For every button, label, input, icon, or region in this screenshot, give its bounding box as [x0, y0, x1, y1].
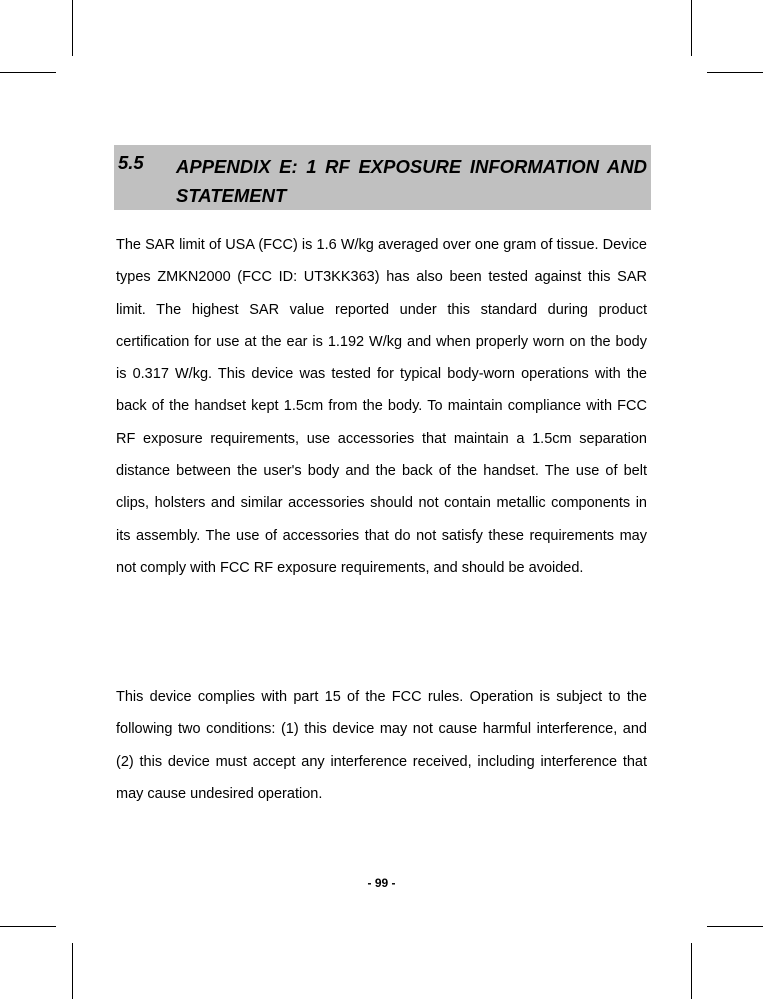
crop-mark-top-right-horizontal [707, 72, 763, 73]
section-heading [114, 145, 651, 210]
crop-mark-top-right-vertical [691, 0, 692, 56]
paragraph-fcc-compliance: This device complies with part 15 of the FCC rules. Operation is subject to the following two conditions: (1) this device may not cause harmful interference, and (2) this device must accept any interference received, including interference that may cause undesired operation. [116, 689, 647, 802]
crop-mark-bottom-right-vertical [691, 943, 692, 999]
crop-mark-bottom-left-vertical [72, 943, 73, 999]
paragraph-sar-information: The SAR limit of USA (FCC) is 1.6 W/kg averaged over one gram of tissue. Device types ZMKN2000 (FCC ID: UT3KK363) has also been tested against this SAR limit. The highest SAR value reported under this standard during product certification for use at the ear is 1.192 W/kg and when properly worn on the body is 0.317 W/kg. This device was tested for typical body-worn operations with the back of the handset kept 1.5cm from the body. To maintain compliance with FCC RF exposure requirements, use accessories that maintain a 1.5cm separation distance between the user's body and the back of the handset. The use of belt clips, holsters and similar accessories should not contain metallic components in its assembly. The use of accessories that do not satisfy these requirements may not comply with FCC RF exposure requirements, and should be avoided. [116, 237, 647, 576]
crop-mark-top-left-vertical [72, 0, 73, 56]
section-number: 5.5 [118, 152, 144, 173]
crop-mark-bottom-right-horizontal [707, 926, 763, 927]
page-number: - 99 - [367, 876, 396, 890]
crop-mark-top-left-horizontal [0, 72, 56, 73]
section-title: APPENDIX E: 1 RF EXPOSURE INFORMATION AND STATEMENT [176, 156, 647, 206]
crop-mark-bottom-left-horizontal [0, 926, 56, 927]
